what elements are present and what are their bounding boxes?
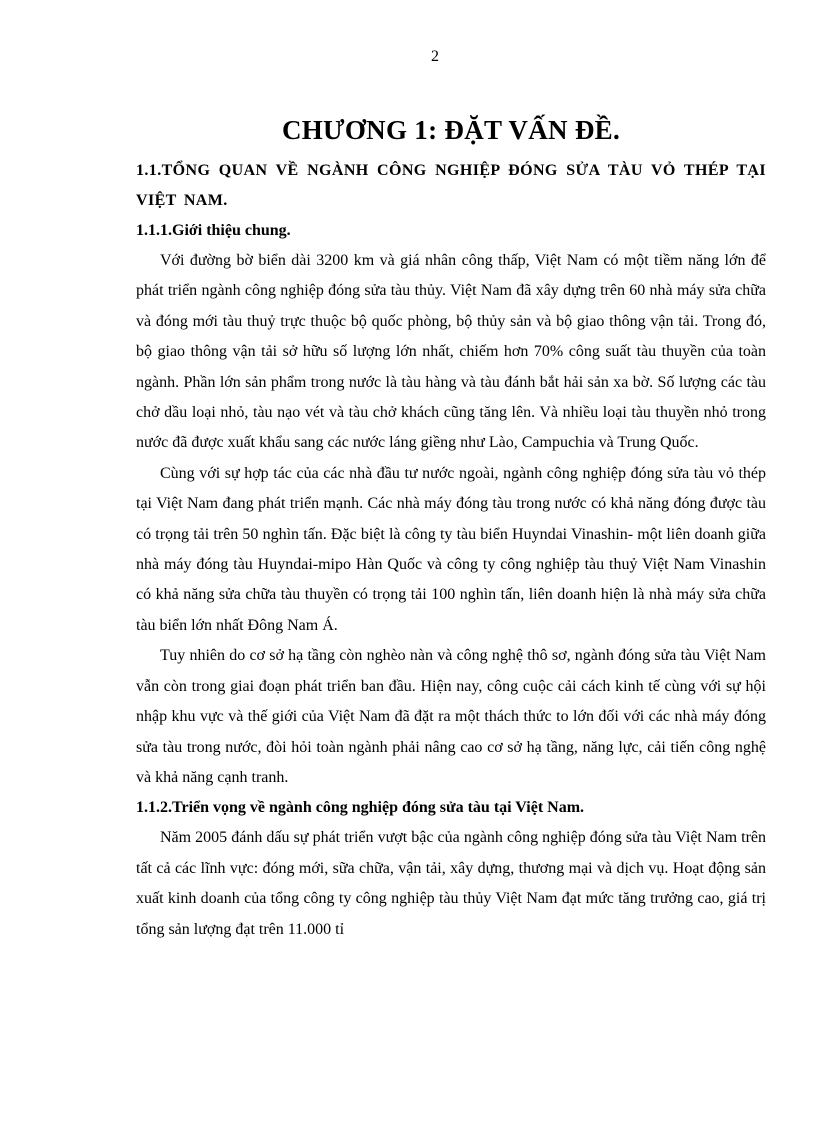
paragraph-challenges: Tuy nhiên do cơ sở hạ tầng còn nghèo nàn và công nghệ thô sơ, ngành đóng sửa tàu Việt Nam vẫn còn trong giai đoạn phát triển ban đầu. Hiện nay, công cuộc cải cách kinh tế cùng với sự hội nhập khu vực và thế giới của Việt Nam đã đặt ra một thách thức to lớn đối với các nhà máy đóng sửa tàu trong nước, đòi hỏi toàn ngành phải nâng cao cơ sở hạ tầng, năng lực, cải tiến công nghệ và khả năng cạnh tranh. — [136, 647, 766, 786]
document-body — [136, 112, 766, 945]
paragraph-intro: Với đường bờ biển dài 3200 km và giá nhân công thấp, Việt Nam có một tiềm năng lớn để phát triển ngành công nghiệp đóng sửa tàu thủy. Việt Nam đã xây dựng trên 60 nhà máy sửa chữa và đóng mới tàu thuỷ trực thuộc bộ quốc phòng, bộ thủy sản và bộ giao thông vận tải. Trong đó, bộ giao thông vận tải sở hữu số lượng lớn nhất, chiếm hơn 70% công suất tàu thuyền của toàn ngành. Phần lớn sản phẩm trong nước là tàu hàng và tàu đánh bắt hải sản xa bờ. Số lượng các tàu chở dầu loại nhỏ, tàu nạo vét và tàu chở khách cũng tăng lên. Và nhiều loại tàu thuyền nhỏ trong nước đã được xuất khẩu sang các nước láng giềng như Lào, Campuchia và Trung Quốc. — [136, 252, 766, 452]
section-heading-1-1-1: 1.1.1.Giới thiệu chung. — [136, 222, 291, 239]
section-heading-1-1: 1.1.TỔNG QUAN VỀ NGÀNH CÔNG NGHIỆP ĐÓNG SỬA TÀU VỎ THÉP TẠI VIỆT NAM. — [136, 162, 766, 209]
page-number: 2 — [431, 48, 439, 65]
paragraph-cooperation: Cùng với sự hợp tác của các nhà đầu tư nước ngoài, ngành công nghiệp đóng sửa tàu vỏ thép tại Việt Nam đang phát triển mạnh. Các nhà máy đóng tàu trong nước có khả năng đóng được tàu có trọng tải trên 50 nghìn tấn. Đặc biệt là công ty tàu biển Huyndai Vinashin- một liên doanh giữa nhà máy đóng tàu Huyndai-mipo Hàn Quốc và công ty công nghiệp tàu thuỷ Việt Nam Vinashin có khả năng sửa chữa tàu thuyền có trọng tải 100 nghìn tấn, liên doanh hiện là nhà máy sửa chữa tàu biển lớn nhất Đông Nam Á. — [136, 464, 766, 634]
chapter-title: CHƯƠNG 1: ĐẶT VẤN ĐỀ. — [281, 115, 621, 145]
paragraph-prospects: Năm 2005 đánh dấu sự phát triển vượt bậc của ngành công nghiệp đóng sửa tàu Việt Nam trên tất cả các lĩnh vực: đóng mới, sữa chữa, vận tải, xây dựng, thương mại và dịch vụ. Hoạt động sản xuất kinh doanh của tổng công ty công nghiệp tàu thủy Việt Nam đạt mức tăng trưởng cao, giá trị tổng sản lượng đạt trên 11.000 tỉ — [136, 829, 766, 938]
section-heading-1-1-2: 1.1.2.Triển vọng về ngành công nghiệp đóng sửa tàu tại Việt Nam. — [136, 799, 585, 817]
